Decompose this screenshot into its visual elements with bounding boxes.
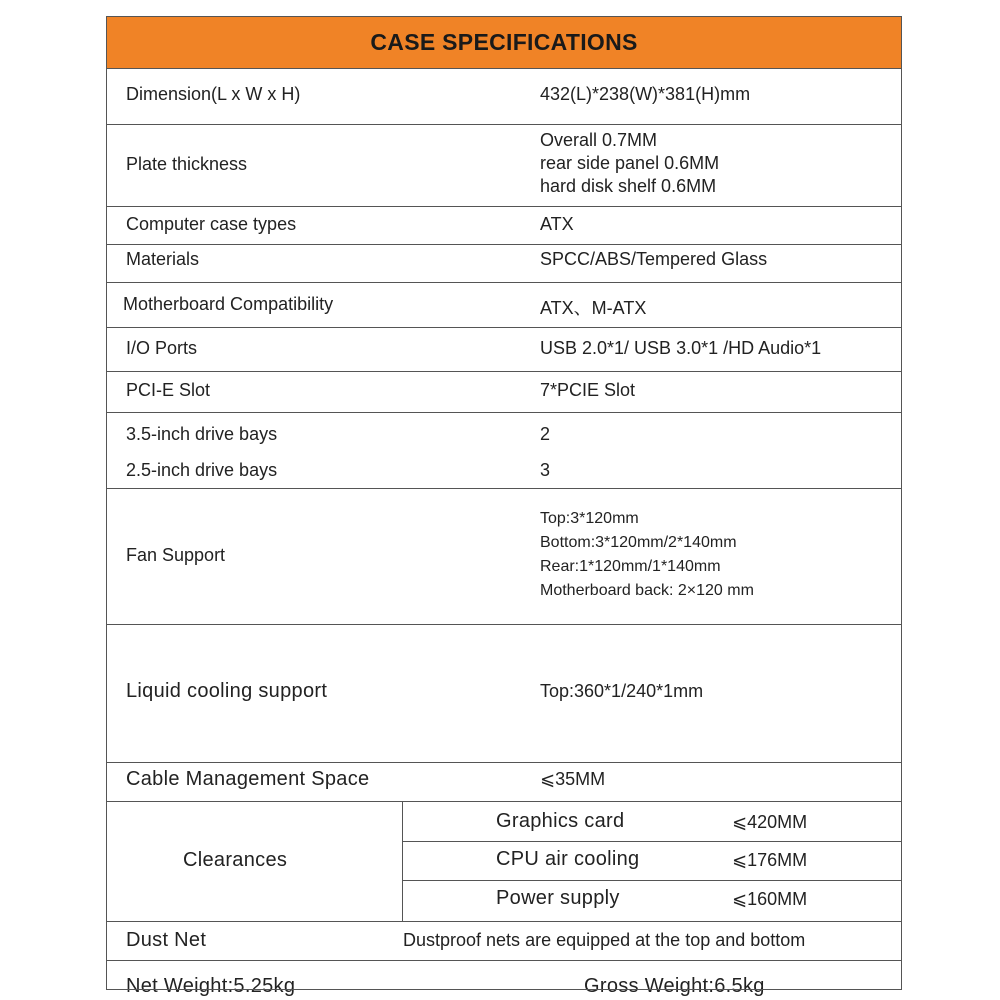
bay35-value: 2 (540, 424, 551, 444)
io-ports-label: I/O Ports (126, 338, 198, 358)
clearances-label: Clearances (183, 849, 288, 871)
table-row-dust-net (106, 921, 902, 960)
motherboard-label: Motherboard Compatibility (123, 294, 334, 314)
clearance-name: Graphics card (496, 810, 625, 832)
fan-support-value: Rear:1*120mm/1*140mm (540, 558, 721, 575)
plate-thickness-value: Overall 0.7MM (540, 130, 658, 150)
motherboard-value: ATX、M-ATX (540, 298, 647, 318)
dust-net-value: Dustproof nets are equipped at the top and bottom (403, 930, 806, 950)
case-types-label: Computer case types (126, 214, 297, 234)
liquid-cooling-label: Liquid cooling support (126, 680, 328, 702)
table-row-pcie (106, 371, 902, 412)
dimension-label: Dimension(L x W x H) (126, 84, 301, 104)
cable-management-label: Cable Management Space (126, 768, 370, 790)
fan-support-value: Motherboard back: 2×120 mm (540, 582, 754, 599)
bay35-label: 3.5-inch drive bays (126, 424, 278, 444)
table-row-motherboard (106, 282, 902, 327)
table-row-cable-management (106, 762, 902, 801)
table-row-case-types (106, 206, 902, 244)
table-row-io-ports (106, 327, 902, 371)
pcie-value: 7*PCIE Slot (540, 380, 636, 400)
dust-net-label: Dust Net (126, 929, 207, 951)
clearance-name: CPU air cooling (496, 848, 640, 870)
clearances-divider (402, 802, 403, 922)
plate-thickness-value: rear side panel 0.6MM (540, 153, 720, 173)
cable-management-value: ⩽35MM (540, 769, 606, 789)
gross-weight: Gross Weight:6.5kg (584, 975, 765, 997)
clearances-row-divider (402, 841, 902, 842)
plate-thickness-label: Plate thickness (126, 154, 248, 174)
table-row-clearances (106, 801, 902, 921)
materials-label: Materials (126, 249, 200, 269)
fan-support-value: Bottom:3*120mm/2*140mm (540, 534, 737, 551)
fan-support-value: Top:3*120mm (540, 510, 639, 527)
spec-table (106, 16, 902, 997)
plate-thickness-value: hard disk shelf 0.6MM (540, 176, 717, 196)
fan-support-values (540, 507, 754, 603)
clearance-name: Power supply (496, 887, 620, 909)
clearance-value: ⩽160MM (732, 889, 808, 909)
table-title: CASE SPECIFICATIONS (106, 16, 902, 68)
table-row-plate-thickness (106, 124, 902, 206)
fan-support-label: Fan Support (126, 545, 226, 565)
clearance-value: ⩽176MM (732, 850, 808, 870)
bay25-label: 2.5-inch drive bays (126, 460, 278, 480)
table-row-dimension (106, 68, 902, 124)
table-row-liquid-cooling (106, 624, 902, 762)
pcie-label: PCI-E Slot (126, 380, 211, 400)
net-weight: Net Weight:5.25kg (126, 975, 296, 997)
table-row-materials (106, 244, 902, 282)
clearance-value: ⩽420MM (732, 812, 808, 832)
materials-value: SPCC/ABS/Tempered Glass (540, 249, 768, 269)
table-row-drive-bays (106, 412, 902, 488)
table-row-fan-support (106, 488, 902, 624)
table-row-weight (106, 960, 902, 997)
plate-thickness-values (540, 129, 719, 198)
bay25-value: 3 (540, 460, 551, 480)
clearances-row-divider (402, 880, 902, 881)
io-ports-value: USB 2.0*1/ USB 3.0*1 /HD Audio*1 (540, 338, 822, 358)
case-types-value: ATX (540, 214, 574, 234)
dimension-value: 432(L)*238(W)*381(H)mm (540, 84, 751, 104)
liquid-cooling-value: Top:360*1/240*1mm (540, 681, 704, 701)
